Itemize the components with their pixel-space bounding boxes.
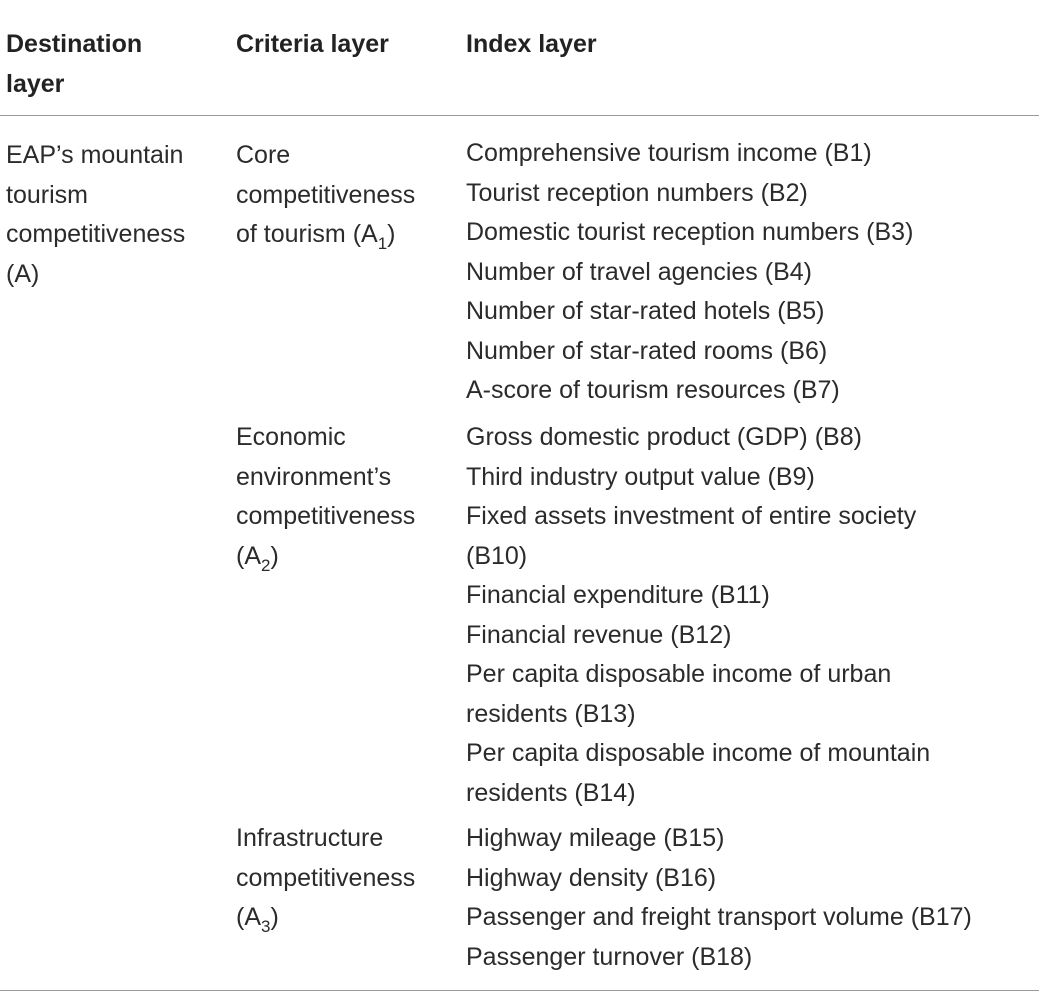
- index-item: Gross domestic product (GDP) (B8): [466, 423, 862, 451]
- index-list-a3: [466, 819, 1039, 977]
- index-item: Passenger and freight transport volume (B17): [466, 903, 972, 931]
- index-item: Number of star-rated rooms (B6): [466, 336, 828, 365]
- index-item: Financial expenditure (B11): [466, 581, 770, 609]
- table-body: [0, 116, 1039, 993]
- criteria-cell-a3: [236, 819, 461, 940]
- criteria-a2-text: Economic environment’s competitiveness (A: [236, 423, 416, 570]
- criteria-a3-subscript: 3: [261, 917, 271, 936]
- index-item: Number of star-rated hotels (B5): [466, 297, 825, 325]
- index-list-a1: [466, 134, 1039, 411]
- index-list-a2: [466, 418, 1039, 813]
- index-item: Passenger turnover (B18): [466, 942, 753, 971]
- criteria-a2-close: ): [270, 541, 279, 570]
- index-item: Per capita disposable income of mountain residents (B14): [466, 739, 931, 807]
- index-item: Third industry output value (B9): [466, 462, 815, 491]
- index-item: Domestic tourist reception numbers (B3): [466, 218, 914, 246]
- index-item: Highway density (B16): [466, 863, 717, 892]
- criteria-cell-a1: [236, 136, 461, 257]
- index-item: Per capita disposable income of urban residents (B13): [466, 660, 892, 728]
- criteria-a3-close: ): [270, 903, 279, 931]
- criteria-a2-subscript: 2: [261, 555, 271, 575]
- table-header: [0, 0, 1039, 116]
- header-index-layer: Index layer: [466, 30, 597, 58]
- index-item: Financial revenue (B12): [466, 620, 732, 649]
- index-item: Highway mileage (B15): [466, 824, 725, 852]
- criteria-a1-close: ): [387, 220, 396, 248]
- criteria-a1-text: Core competitiveness of tourism (A: [236, 141, 416, 248]
- table-bottom-rule: [0, 990, 1039, 991]
- index-item: Fixed assets investment of entire society (B10): [466, 502, 917, 570]
- destination-cell: EAP’s mountain tourism competitiveness (A): [6, 141, 186, 288]
- index-item: Number of travel agencies (B4): [466, 257, 812, 286]
- header-destination-layer: Destination layer: [6, 30, 143, 98]
- index-item: A-score of tourism resources (B7): [466, 376, 840, 404]
- index-item: Comprehensive tourism income (B1): [466, 139, 872, 167]
- criteria-a1-subscript: 1: [377, 234, 388, 253]
- criteria-a3-text: Infrastructure competitiveness (A: [236, 824, 416, 931]
- index-item: Tourist reception numbers (B2): [466, 178, 808, 207]
- criteria-cell-a2: [236, 418, 461, 578]
- header-criteria-layer: Criteria layer: [236, 30, 389, 58]
